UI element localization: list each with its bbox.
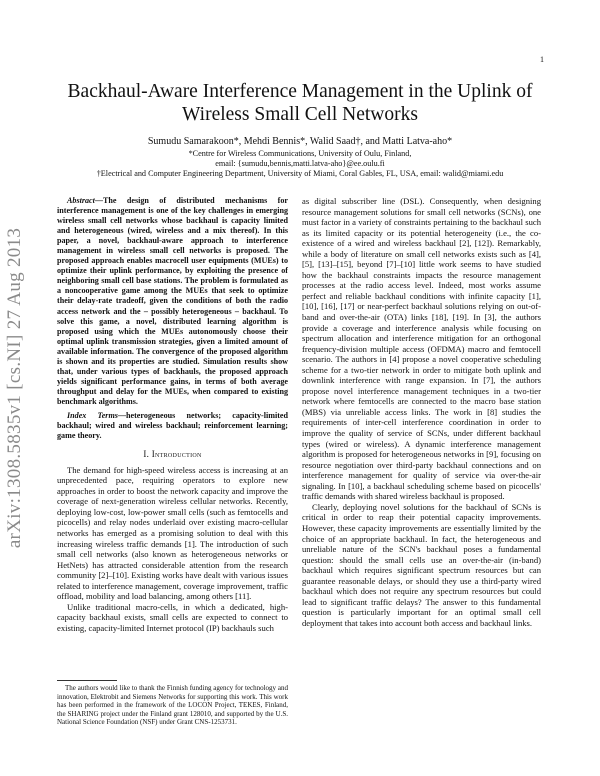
title-line-2: Wireless Small Cell Networks: [182, 104, 418, 125]
affiliations: [40, 149, 560, 180]
index-terms-label: Index Terms: [67, 410, 118, 420]
arxiv-stamp: [0, 0, 30, 776]
section-heading-introduction: I. Introduction: [143, 449, 202, 460]
paper-title: [40, 80, 560, 126]
left-column: [57, 196, 288, 633]
intro-paragraph-1: The demand for high-speed wireless access is increasing at an unprecedented pace, requiring operators to explore new approaches in order to boost the network capacity and improve the coverage of next-generation wireless cellular networks. Recently, deploying low-cost, low-power small cells (such as femtocells and picocells) and relay nodes underlaid over existing macro-cellular networks has emerged as a promising solution to deal with this increasing wireless traffic demands [1]. The introduction of such small cell networks (also known as heterogeneous networks or HetNets) has attracted considerable attention from the research community [2]–[10]. Existing works have dealt with various issues related to interference management, coverage improvement, traffic offload, mobility and load balancing, among others [11].: [57, 464, 288, 602]
email-oulu: email: {sumudu,bennis,matti.latva-aho}@ee.oulu.fi: [215, 159, 385, 169]
right-column: [302, 196, 541, 628]
page-number: 1: [540, 55, 544, 64]
affiliation-miami: †Electrical and Computer Engineering Department, University of Miami, Coral Gables, FL, USA, email: walid@miami.edu: [96, 169, 504, 179]
index-terms-text: —heterogeneous networks; capacity-limited backhaul; wired and wireless backhaul; reinforcement learning; game theory.: [57, 410, 289, 441]
abstract-label: Abstract: [67, 196, 95, 205]
right-paragraph-2: Clearly, deploying novel solutions for the backhaul of SCNs is critical in order to reap their potential capacity improvements. However, these capacity improvements are essentially limited by the choice of an appropriate backhaul. In fact, the heterogeneous and unreliable nature of the SCN's backhaul poses a fundamental question: should the small cells use an over-the-air (in-band) backhaul which requires significant spectrum resources but can guarantee reasonable delays, or should they use a third-party wired backhaul which does not require any spectrum resources but could lead to significant traffic delays? The answer to this fundamental question is particularly important for an optimal small cell deployment that takes into account both access and backhaul links.: [302, 501, 541, 628]
intro-paragraph-2: Unlike traditional macro-cells, in which a dedicated, high-capacity backhaul exists, small cells are expected to connect to existing, capacity-limited Internet protocol (IP) backhauls such: [57, 601, 288, 633]
right-paragraph-1: as digital subscriber line (DSL). Consequently, when designing resource management solutions for small cell networks (SCNs), one must factor in a variety of constraints pertaining to the backhaul such as its limited capacity or its potential heterogeneity (i.e., the co-existence of a wired and wireless backhaul [2], [12]). Remarkably, while a body of literature on small cell networks exists such as [4], [5], [13]–[15], beyond [7]–[10] little work seems to have studied how the backhaul constraints impacts the resource management processes at the radio access level. Indeed, most works assume perfect and reliable backhaul conditions with infinite capacity [1], [10], [16], [17] or near-perfect backhaul solutions relying on out-of-band and over-the-air (OTA) links [18], [19]. In [3], the authors provide a coverage and interference analysis while focusing on spectrum allocation and interference mitigation for an orthogonal frequency-division multiple access (OFDMA) macro and femtocell scenario. The authors in [4] propose a novel cooperative scheduling scheme for a two-tier network in order to mitigate both uplink and downlink interference with range expansion. In [7], the authors propose novel interference management techniques in a two-tier network where femtocells are connected to the macro base station (MBS) via unreliable access links. The work in [8] studies the requirements of inter-cell interference coordination in order to improve the quality of service of SCNs, under different backhaul types (wired or wireless). A dynamic interference management algorithm is proposed for heterogeneous networks in [9], focusing on resource negotiation over third-party backhaul connections and on interference management for quality of service via over-the-air signaling. In [10], a backhaul scheduling scheme based on picocells' traffic demands with shared wireless backhaul is proposed.: [302, 196, 541, 502]
abstract-text: —The design of distributed mechanisms for interference management is one of the key challenges in emerging wireless small cell networks whose backhaul is capacity limited and heterogeneous (wired, wireless and a mix thereof). In this paper, a novel, backhaul-aware approach to interference management in wireless small cell networks is proposed. The proposed approach enables macrocell user equipments (MUEs) to optimize their uplink performance, by exploiting the presence of neighboring small cell base stations. The problem is formulated as a noncooperative game among the MUEs that seek to optimize their delay-rate tradeoff, given the conditions of both the radio access network and the – possibly heterogeneous – backhaul. To solve this game, a novel, distributed learning algorithm is proposed using which the MUEs autonomously choose their optimal uplink transmission strategies, given a limited amount of available information. The convergence of the proposed algorithm is shown and its properties are studied. Simulation results show that, under various types of backhauls, the proposed approach yields significant performance gains, in terms of both average throughput and delay for the MUEs, when compared to existing benchmark algorithms.: [57, 196, 288, 406]
title-line-1: Backhaul-Aware Interference Management in the Uplink of: [67, 81, 533, 102]
index-terms: [57, 411, 288, 441]
arxiv-stamp-text: arXiv:1308.5835v1 [cs.NI] 27 Aug 2013: [4, 227, 25, 549]
author-list: Sumudu Samarakoon*, Mehdi Bennis*, Walid Saad†, and Matti Latva-aho*: [147, 136, 453, 147]
footnote: The authors would like to thank the Finnish funding agency for technology and innovation, Elektrobit and Siemens Networks for supporting this work. This work has been performed in the framework of the LOCON Project, TEKES, Finland, the SHARING project under the Finland grant 128010, and supported by the U.S. National Science Foundation (NSF) under Grant CNS-1253731.: [57, 684, 288, 727]
footnote-rule: [57, 680, 117, 681]
affiliation-oulu: *Centre for Wireless Communications, University of Oulu, Finland,: [188, 149, 412, 158]
abstract: [57, 196, 288, 407]
